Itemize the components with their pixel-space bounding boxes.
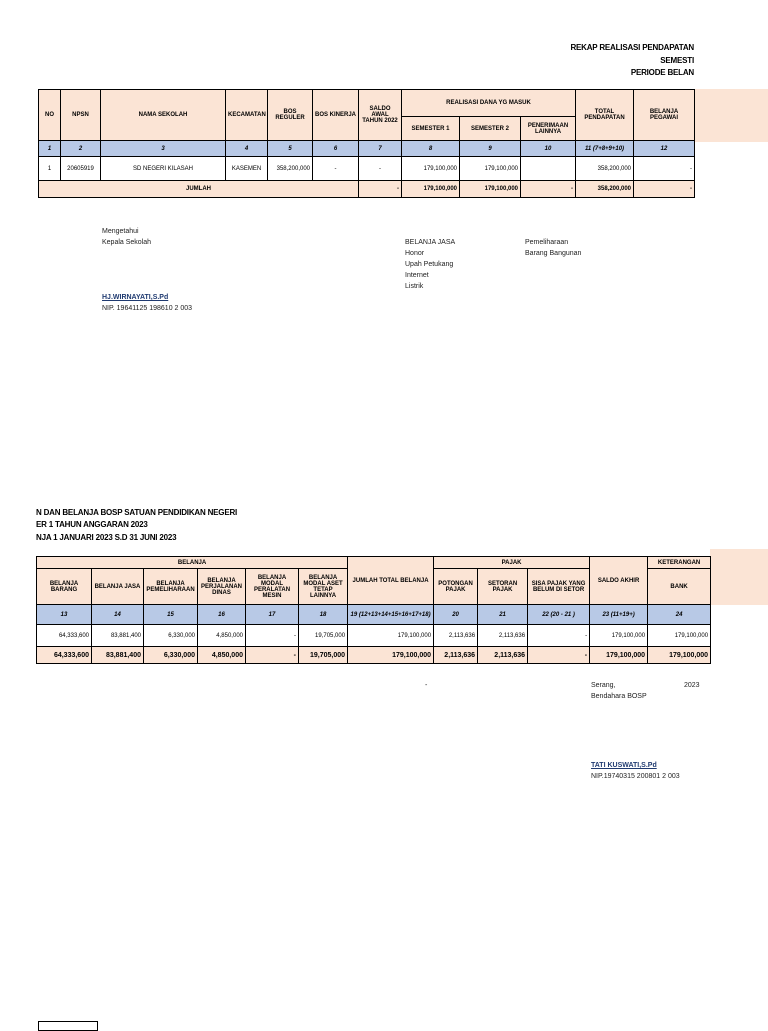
column-number: 14 (92, 605, 144, 625)
column-number: 16 (198, 605, 246, 625)
belanja-group-header: BELANJA (37, 557, 348, 569)
cell-lainnya (521, 157, 576, 181)
note-item: Pemeliharaan (525, 239, 569, 246)
col-penerimaan-lainnya-header: PENERIMAAN LAINNYA (521, 117, 576, 141)
column-number: 6 (313, 141, 359, 157)
report-title-line1: REKAP REALISASI PENDAPATAN (570, 43, 694, 52)
column-number: 8 (402, 141, 460, 157)
total-jumlah-belanja: 179,100,000 (348, 647, 434, 664)
cell-belanja-barang: 64,333,600 (37, 625, 92, 647)
col-bos-kinerja-header: BOS KINERJA (313, 90, 359, 141)
cell-belanja-pemeliharaan: 6,330,000 (144, 625, 198, 647)
notes-column-2 (525, 237, 581, 259)
column-number: 17 (246, 605, 299, 625)
cell-nama-sekolah: SD NEGERI KILASAH (101, 157, 226, 181)
jumlah-label: JUMLAH (39, 181, 359, 198)
column-number: 13 (37, 605, 92, 625)
page-footer-box (38, 1021, 98, 1031)
column-number: 2 (61, 141, 101, 157)
column-number: 3 (101, 141, 226, 157)
bottom-title-line3: NJA 1 JANUARI 2023 S.D 31 JUNI 2023 (36, 533, 177, 542)
col-belanja-perjalanan-header: BELANJA PERJALANAN DINAS (198, 569, 246, 605)
total-belanja-modal-mesin: - (246, 647, 299, 664)
col-saldo-awal-header: SALDO AWAL TAHUN 2022 (359, 90, 402, 141)
pajak-group-header: PAJAK (434, 557, 590, 569)
bendahara-name: TATI KUSWATI,S.Pd (591, 762, 657, 769)
total-sisa-pajak: - (528, 647, 590, 664)
note-item: BELANJA JASA (405, 239, 456, 246)
column-number: 7 (359, 141, 402, 157)
total-pegawai: - (634, 181, 695, 198)
col-belanja-pegawai-header: BELANJA PEGAWAI (634, 90, 695, 141)
cell-belanja-modal-aset: 19,705,000 (299, 625, 348, 647)
total-pendapatan: 358,200,000 (576, 181, 634, 198)
total-semester1: 179,100,000 (402, 181, 460, 198)
column-number: 11 (7+8+9+10) (576, 141, 634, 157)
cell-bank: 179,100,000 (648, 625, 711, 647)
realisasi-group-header: REALISASI DANA YG MASUK (402, 90, 576, 117)
col-total-pendapatan-header: TOTAL PENDAPATAN (576, 90, 634, 141)
total-potongan-pajak: 2,113,636 (434, 647, 478, 664)
cell-bos-kinerja: - (313, 157, 359, 181)
note-item: Listrik (405, 283, 424, 290)
header-band-right-bottom (710, 549, 768, 605)
cell-belanja-jasa: 83,881,400 (92, 625, 144, 647)
report-title-line2: SEMESTI (660, 56, 694, 65)
cell-bos-reguler: 358,200,000 (268, 157, 313, 181)
note-item: Upah Petukang (405, 261, 454, 268)
column-number: 10 (521, 141, 576, 157)
total-row (39, 181, 695, 198)
column-number: 20 (434, 605, 478, 625)
cell-pegawai: - (634, 157, 695, 181)
cell-potongan-pajak: 2,113,636 (434, 625, 478, 647)
total-belanja-modal-aset: 19,705,000 (299, 647, 348, 664)
total-semester2: 179,100,000 (460, 181, 521, 198)
expense-table (36, 556, 711, 664)
cell-saldo-awal: - (359, 157, 402, 181)
col-nama-sekolah-header: NAMA SEKOLAH (101, 90, 226, 141)
total-bank: 179,100,000 (648, 647, 711, 664)
col-no-header: NO (39, 90, 61, 141)
col-saldo-akhir-header: SALDO AKHIR (590, 557, 648, 605)
col-belanja-modal-aset-header: BELANJA MODAL ASET TETAP LAINNYA (299, 569, 348, 605)
column-number: 4 (226, 141, 268, 157)
signature-name-block-right (591, 760, 680, 782)
bottom-title-line1: N DAN BELANJA BOSP SATUAN PENDIDIKAN NEGERI (36, 508, 238, 517)
total-lainnya: - (521, 181, 576, 198)
bottom-title-line2: ER 1 TAHUN ANGGARAN 2023 (36, 520, 148, 529)
cell-total: 358,200,000 (576, 157, 634, 181)
place-date-label: Serang, (591, 682, 616, 689)
col-bos-reguler-header: BOS REGULER (268, 90, 313, 141)
col-npsn-header: NPSN (61, 90, 101, 141)
bendahara-label: Bendahara BOSP (591, 693, 647, 700)
cell-npsn: 20605919 (61, 157, 101, 181)
keterangan-group-header: KETERANGAN (648, 557, 711, 569)
note-item: Barang Bangunan (525, 250, 582, 257)
cell-saldo-akhir: 179,100,000 (590, 625, 648, 647)
total-saldo-awal: - (359, 181, 402, 198)
dash-mark: - (425, 682, 428, 689)
cell-setoran-pajak: 2,113,636 (478, 625, 528, 647)
cell-jumlah-total: 179,100,000 (348, 625, 434, 647)
cell-belanja-perjalanan: 4,850,000 (198, 625, 246, 647)
income-table (38, 89, 695, 198)
col-semester2-header: SEMESTER 2 (460, 117, 521, 141)
note-item: Internet (405, 272, 429, 279)
column-number: 15 (144, 605, 198, 625)
table-row (39, 157, 695, 181)
cell-semester1: 179,100,000 (402, 157, 460, 181)
column-number: 21 (478, 605, 528, 625)
notes-column-1 (405, 237, 455, 292)
table-row (37, 625, 711, 647)
col-potongan-pajak-header: POTONGAN PAJAK (434, 569, 478, 605)
column-number: 22 (20 - 21 ) (528, 605, 590, 625)
kepala-sekolah-label: Kepala Sekolah (102, 239, 152, 246)
col-sisa-pajak-header: SISA PAJAK YANG BELUM DI SETOR (528, 569, 590, 605)
total-setoran-pajak: 2,113,636 (478, 647, 528, 664)
cell-sisa-pajak: - (528, 625, 590, 647)
note-item: Honor (405, 250, 425, 257)
total-belanja-perjalanan: 4,850,000 (198, 647, 246, 664)
bendahara-nip: NIP.19740315 200801 2 003 (591, 773, 680, 780)
total-row (37, 647, 711, 664)
col-belanja-barang-header: BELANJA BARANG (37, 569, 92, 605)
col-belanja-pemeliharaan-header: BELANJA PEMELIHARAAN (144, 569, 198, 605)
mengetahui-label: Mengetahui (102, 228, 139, 235)
cell-kecamatan: KASEMEN (226, 157, 268, 181)
kepala-sekolah-name: HJ.WIRNAYATI,S.Pd (102, 294, 169, 301)
column-number: 23 (11+19+) (590, 605, 648, 625)
column-number: 18 (299, 605, 348, 625)
col-jumlah-total-header: JUMLAH TOTAL BELANJA (348, 557, 434, 605)
total-belanja-pemeliharaan: 6,330,000 (144, 647, 198, 664)
signature-name-block-left (102, 292, 192, 314)
column-number: 9 (460, 141, 521, 157)
header-band-right (694, 89, 768, 142)
col-setoran-pajak-header: SETORAN PAJAK (478, 569, 528, 605)
report-title-line3: PERIODE BELAN (630, 68, 694, 77)
signature-year: 2023 (684, 682, 700, 689)
column-number: 5 (268, 141, 313, 157)
signature-block-left (102, 226, 151, 248)
col-belanja-modal-mesin-header: BELANJA MODAL PERALATAN MESIN (246, 569, 299, 605)
column-number: 24 (648, 605, 711, 625)
cell-belanja-modal-mesin: - (246, 625, 299, 647)
col-bank-header: BANK (648, 569, 711, 605)
signature-block-right (591, 680, 647, 702)
cell-no: 1 (39, 157, 61, 181)
total-belanja-barang: 64,333,600 (37, 647, 92, 664)
total-saldo-akhir: 179,100,000 (590, 647, 648, 664)
cell-semester2: 179,100,000 (460, 157, 521, 181)
column-number: 1 (39, 141, 61, 157)
col-kecamatan-header: KECAMATAN (226, 90, 268, 141)
column-number: 19 (12+13+14+15+16+17+18) (348, 605, 434, 625)
total-belanja-jasa: 83,881,400 (92, 647, 144, 664)
kepala-sekolah-nip: NIP. 19641125 198610 2 003 (102, 305, 193, 312)
col-semester1-header: SEMESTER 1 (402, 117, 460, 141)
column-number: 12 (634, 141, 695, 157)
col-belanja-jasa-header: BELANJA JASA (92, 569, 144, 605)
